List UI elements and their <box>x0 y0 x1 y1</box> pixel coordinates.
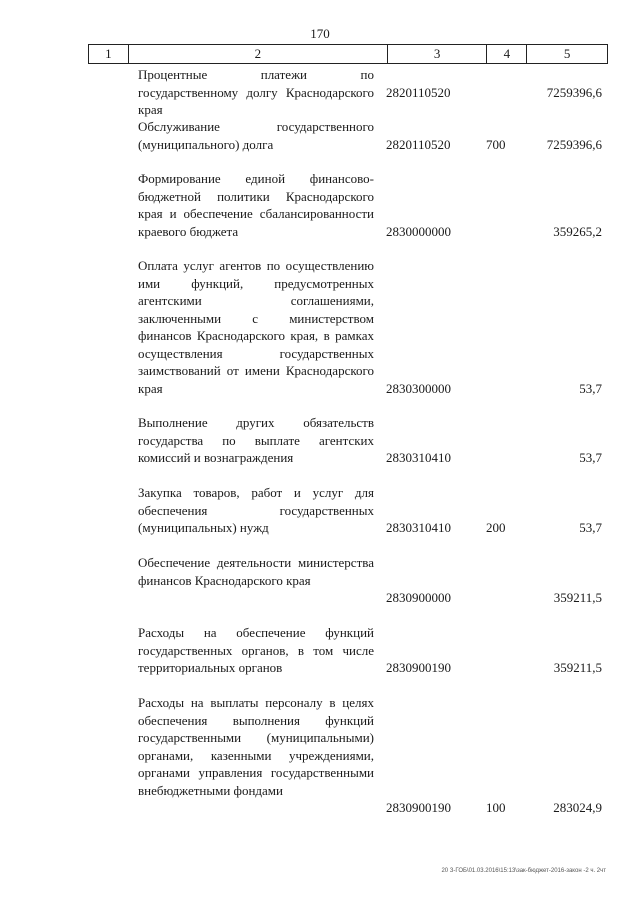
row-amount: 53,7 <box>579 520 602 535</box>
row-description: Процентные платежи по государственному долгу Краснодарского края <box>138 67 374 117</box>
column-header-1: 1 <box>89 45 129 63</box>
row-amount: 53,7 <box>579 380 602 396</box>
row-amount: 53,7 <box>579 450 602 465</box>
page-number: 170 <box>310 26 330 41</box>
column-header-2: 2 <box>129 45 388 63</box>
row-code: 2830300000 <box>386 380 451 396</box>
column-header-3: 3 <box>388 45 488 63</box>
document-footer-note: 20 З-ГОБ\01.03.2016\15:13\зак-бюджет-2016-закон -2 ч. 2чт <box>441 868 606 874</box>
row-amount: 359265,2 <box>553 223 602 239</box>
row-description: Выполнение других обязательств государства по выплате агентских комиссий и вознаграждения <box>138 415 374 465</box>
row-amount: 283024,9 <box>553 800 602 815</box>
column-header-4: 4 <box>487 45 527 63</box>
row-description: Формирование единой финансово-бюджетной политики Краснодарского края и обеспечение сбалансированности краевого бюджета <box>138 171 374 239</box>
row-expense-type: 700 <box>486 136 506 152</box>
row-description: Обеспечение деятельности министерства финансов Краснодарского края <box>138 555 374 588</box>
row-amount: 359211,5 <box>553 660 602 675</box>
row-amount: 359211,5 <box>553 590 602 605</box>
row-description: Закупка товаров, работ и услуг для обеспечения государственных (муниципальных) нужд <box>138 485 374 535</box>
row-description: Оплата услуг агентов по осуществлению ими функций, предусмотренных агентскими соглашениями, заключенными с министерством финансов Краснодарского края, в рамках осуществления государственных заимствований от имени Краснодарского края <box>138 258 374 396</box>
row-description: Расходы на выплаты персоналу в целях обеспечения выполнения функций государственными (муниципальными) органами, казенными учреждениями, органами управления государственными внебюджетными фондами <box>138 695 374 798</box>
row-description: Обслуживание государственного (муниципального) долга <box>138 119 374 152</box>
row-expense-type: 100 <box>486 800 506 815</box>
row-amount: 7259396,6 <box>546 84 602 100</box>
column-header-row <box>88 44 608 64</box>
row-code: 2830310410 <box>386 520 451 535</box>
row-code: 2830900190 <box>386 800 451 815</box>
row-code: 2830900000 <box>386 590 451 605</box>
row-code: 2820110520 <box>386 84 451 100</box>
row-description: Расходы на обеспечение функций государственных органов, в том числе территориальных органов <box>138 625 374 675</box>
row-amount: 7259396,6 <box>546 136 602 152</box>
row-code: 2820110520 <box>386 136 451 152</box>
row-code: 2830000000 <box>386 223 451 239</box>
column-header-5: 5 <box>563 46 571 61</box>
row-code: 2830310410 <box>386 450 451 465</box>
row-code: 2830900190 <box>386 660 451 675</box>
row-expense-type: 200 <box>486 520 506 535</box>
